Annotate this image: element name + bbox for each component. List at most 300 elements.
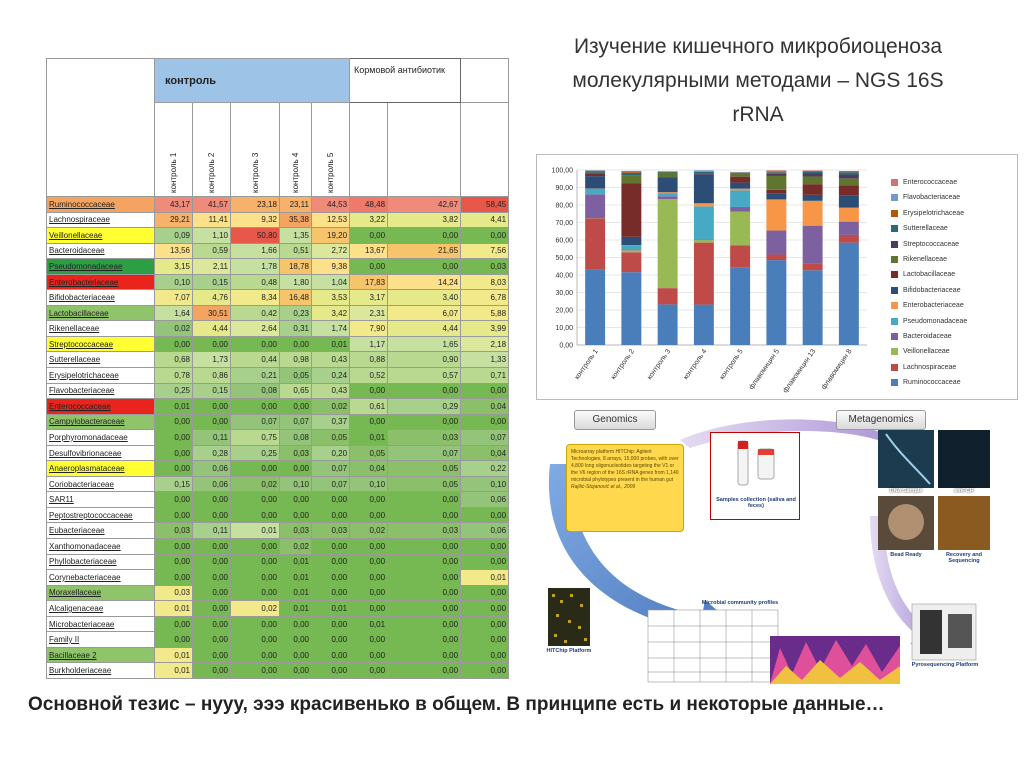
legend-swatch xyxy=(891,179,898,186)
value-cell: 0,00 xyxy=(350,492,388,508)
taxon-name-cell: Burkholderiaceae xyxy=(47,663,155,679)
bar-segment xyxy=(839,175,859,179)
value-cell: 0,00 xyxy=(461,554,509,570)
value-cell: 0,00 xyxy=(193,336,231,352)
col-header-empty-6 xyxy=(350,103,388,197)
bar-segment xyxy=(803,184,823,195)
value-cell: 0,00 xyxy=(193,570,231,586)
taxon-name-cell: Campylobacteraceae xyxy=(47,414,155,430)
value-cell: 0,00 xyxy=(231,616,280,632)
value-cell: 0,00 xyxy=(231,632,280,648)
value-cell: 0,00 xyxy=(461,616,509,632)
value-cell: 2,18 xyxy=(461,336,509,352)
value-cell: 0,01 xyxy=(155,601,193,617)
bar-segment xyxy=(730,189,750,191)
bar-segment xyxy=(658,178,678,193)
value-cell: 1,33 xyxy=(461,352,509,368)
value-cell: 0,65 xyxy=(280,383,312,399)
value-cell: 50,80 xyxy=(231,228,280,244)
taxon-name-cell: Lachnospiraceae xyxy=(47,212,155,228)
value-cell: 19,20 xyxy=(312,228,350,244)
value-cell: 0,15 xyxy=(193,383,231,399)
value-cell: 0,00 xyxy=(155,616,193,632)
value-cell: 3,15 xyxy=(155,259,193,275)
value-cell: 0,00 xyxy=(312,554,350,570)
bar-segment xyxy=(730,174,750,177)
value-cell: 7,07 xyxy=(155,290,193,306)
value-cell: 0,15 xyxy=(155,476,193,492)
value-cell: 0,00 xyxy=(231,647,280,663)
value-cell: 0,00 xyxy=(350,539,388,555)
col-header-control-5: контроль 5 xyxy=(312,103,350,197)
value-cell: 0,00 xyxy=(350,507,388,523)
value-cell: 0,00 xyxy=(461,539,509,555)
value-cell: 0,01 xyxy=(231,523,280,539)
value-cell: 0,00 xyxy=(350,601,388,617)
legend-label: Enterococcaceae xyxy=(903,179,958,186)
value-cell: 0,00 xyxy=(280,647,312,663)
legend-item xyxy=(889,267,1017,282)
value-cell: 0,02 xyxy=(312,399,350,415)
sequencer-unit xyxy=(920,610,942,654)
value-cell: 0,98 xyxy=(280,352,312,368)
value-cell: 0,03 xyxy=(388,523,461,539)
value-cell: 0,00 xyxy=(193,554,231,570)
value-cell: 0,07 xyxy=(312,476,350,492)
value-cell: 0,10 xyxy=(461,476,509,492)
bar-segment xyxy=(658,172,678,173)
value-cell: 12,53 xyxy=(312,212,350,228)
value-cell: 0,00 xyxy=(388,383,461,399)
taxon-name-cell: Veillonellaceae xyxy=(47,228,155,244)
value-cell: 0,09 xyxy=(155,228,193,244)
value-cell: 0,00 xyxy=(312,570,350,586)
value-cell: 0,00 xyxy=(388,647,461,663)
value-cell: 0,22 xyxy=(461,461,509,477)
value-cell: 11,41 xyxy=(193,212,231,228)
bar-segment xyxy=(839,171,859,172)
bar-segment xyxy=(694,239,714,240)
bar-segment xyxy=(585,189,605,195)
table-row xyxy=(47,647,509,663)
col-header-control-2: контроль 2 xyxy=(193,103,231,197)
bar-segment xyxy=(585,218,605,269)
taxon-name-cell: Bacteroidaceae xyxy=(47,243,155,259)
sequencer-monitor xyxy=(948,614,972,648)
col-header-empty-8 xyxy=(461,103,509,197)
table-row xyxy=(47,492,509,508)
value-cell: 0,01 xyxy=(280,554,312,570)
y-tick-label: 20,00 xyxy=(555,307,573,315)
value-cell: 0,10 xyxy=(350,476,388,492)
genomics-tab: Genomics xyxy=(574,410,656,430)
profiles-grid xyxy=(648,610,778,682)
legend-label: Sutterellaceae xyxy=(903,225,948,233)
y-tick-label: 90,00 xyxy=(555,185,573,192)
value-cell: 0,00 xyxy=(461,647,509,663)
hitchip-label: HITChip Platform xyxy=(546,648,592,654)
table-row xyxy=(47,197,509,213)
value-cell: 0,00 xyxy=(193,585,231,601)
value-cell: 0,05 xyxy=(312,430,350,446)
table-row xyxy=(47,321,509,337)
value-cell: 0,42 xyxy=(231,305,280,321)
bar-segment xyxy=(730,267,750,345)
value-cell: 0,59 xyxy=(193,243,231,259)
value-cell: 0,00 xyxy=(312,632,350,648)
value-cell: 0,10 xyxy=(155,274,193,290)
table-row xyxy=(47,399,509,415)
bar-segment xyxy=(803,170,823,171)
value-cell: 0,25 xyxy=(231,445,280,461)
value-cell: 0,00 xyxy=(231,507,280,523)
value-cell: 0,00 xyxy=(280,616,312,632)
legend-swatch xyxy=(891,256,898,263)
taxon-name-cell: Coriobacteriaceae xyxy=(47,476,155,492)
value-cell: 1,10 xyxy=(193,228,231,244)
value-cell: 8,34 xyxy=(231,290,280,306)
x-tick-label: контроль 1 xyxy=(573,348,600,382)
legend-label: Bacteroidaceae xyxy=(903,332,952,340)
value-cell: 0,90 xyxy=(388,352,461,368)
value-cell: 0,00 xyxy=(193,539,231,555)
taxon-name-cell: Xanthomonadaceae xyxy=(47,539,155,555)
value-cell: 0,04 xyxy=(461,399,509,415)
value-cell: 3,53 xyxy=(312,290,350,306)
value-cell: 0,00 xyxy=(193,399,231,415)
bar-segment xyxy=(585,172,605,173)
value-cell: 30,51 xyxy=(193,305,231,321)
bar-segment xyxy=(621,183,641,236)
value-cell: 0,00 xyxy=(193,414,231,430)
recovery-image xyxy=(938,496,990,550)
value-cell: 1,80 xyxy=(280,274,312,290)
value-cell: 3,82 xyxy=(388,212,461,228)
value-cell: 0,06 xyxy=(193,476,231,492)
bar-segment xyxy=(839,185,859,195)
value-cell: 0,00 xyxy=(155,570,193,586)
value-cell: 0,03 xyxy=(312,523,350,539)
value-cell: 0,00 xyxy=(193,601,231,617)
value-cell: 0,00 xyxy=(350,383,388,399)
legend-label: Lactobacillaceae xyxy=(903,271,956,279)
legend-label: Flavobacteriaceae xyxy=(903,194,961,202)
pyro-label: Pyrosequencing Platform xyxy=(911,662,979,668)
value-cell: 0,11 xyxy=(193,523,231,539)
bar-segment xyxy=(658,193,678,196)
legend-label: Veillonellaceae xyxy=(903,348,950,356)
value-cell: 0,04 xyxy=(350,461,388,477)
value-cell: 0,75 xyxy=(231,430,280,446)
bar-segment xyxy=(730,172,750,173)
bar-segment xyxy=(621,237,641,245)
bar-segment xyxy=(694,203,714,206)
value-cell: 0,44 xyxy=(231,352,280,368)
value-cell: 0,00 xyxy=(231,336,280,352)
bar-segment xyxy=(694,172,714,174)
value-cell: 3,42 xyxy=(312,305,350,321)
value-cell: 0,00 xyxy=(193,492,231,508)
table-row xyxy=(47,539,509,555)
value-cell: 0,00 xyxy=(155,492,193,508)
value-cell: 0,00 xyxy=(350,414,388,430)
value-cell: 0,00 xyxy=(350,570,388,586)
value-cell: 43,17 xyxy=(155,197,193,213)
value-cell: 0,28 xyxy=(193,445,231,461)
bar-segment xyxy=(839,196,859,208)
bar-segment xyxy=(694,170,714,171)
samples-caption: Samples collection (saliva and feces) xyxy=(716,497,796,509)
value-cell: 0,15 xyxy=(193,274,231,290)
bar-segment xyxy=(839,208,859,222)
value-cell: 0,00 xyxy=(155,554,193,570)
empcr-image xyxy=(938,430,990,488)
table-row xyxy=(47,461,509,477)
genomics-metagenomics-diagram xyxy=(540,404,1024,686)
value-cell: 1,17 xyxy=(350,336,388,352)
value-cell: 4,44 xyxy=(193,321,231,337)
value-cell: 1,65 xyxy=(388,336,461,352)
bar-segment xyxy=(766,260,786,345)
value-cell: 0,00 xyxy=(350,585,388,601)
bar-segment xyxy=(621,272,641,345)
bar-segment xyxy=(730,245,750,267)
profiles-label: Microbial community profiles xyxy=(701,600,779,606)
legend-swatch xyxy=(891,194,898,201)
x-tick-label: флавомицин 5 xyxy=(748,348,782,392)
value-cell: 0,08 xyxy=(280,430,312,446)
value-cell: 1,73 xyxy=(193,352,231,368)
bar-segment xyxy=(621,173,641,176)
value-cell: 0,00 xyxy=(231,570,280,586)
bar-segment xyxy=(585,170,605,171)
value-cell: 0,00 xyxy=(350,663,388,679)
table-row xyxy=(47,228,509,244)
value-cell: 0,00 xyxy=(231,492,280,508)
value-cell: 0,01 xyxy=(312,336,350,352)
value-cell: 0,00 xyxy=(461,663,509,679)
value-cell: 3,99 xyxy=(461,321,509,337)
value-cell: 2,31 xyxy=(350,305,388,321)
bar-segment xyxy=(766,255,786,261)
value-cell: 23,18 xyxy=(231,197,280,213)
value-cell: 0,00 xyxy=(388,507,461,523)
value-cell: 0,00 xyxy=(280,663,312,679)
bar-segment xyxy=(766,174,786,176)
value-cell: 41,57 xyxy=(193,197,231,213)
value-cell: 0,00 xyxy=(388,570,461,586)
value-cell: 0,61 xyxy=(350,399,388,415)
value-cell: 0,00 xyxy=(312,616,350,632)
taxon-name-cell: Family II xyxy=(47,632,155,648)
value-cell: 0,01 xyxy=(155,399,193,415)
table-row xyxy=(47,632,509,648)
value-cell: 8,03 xyxy=(461,274,509,290)
stacked-bar-chart xyxy=(536,154,1018,400)
bead-ready-label: Bead Ready xyxy=(890,552,922,558)
y-tick-label: 50,00 xyxy=(555,255,573,262)
table-row xyxy=(47,212,509,228)
y-tick-label: 60,00 xyxy=(555,237,573,245)
legend-swatch xyxy=(891,348,898,355)
bar-segment xyxy=(766,190,786,194)
value-cell: 0,01 xyxy=(350,616,388,632)
table-row xyxy=(47,290,509,306)
bar-segment xyxy=(658,199,678,288)
table-row xyxy=(47,523,509,539)
bar-segment xyxy=(803,264,823,271)
bar-segment xyxy=(621,171,641,173)
taxon-name-cell: Pseudomonadaceae xyxy=(47,259,155,275)
legend-swatch xyxy=(891,364,898,371)
table-row xyxy=(47,601,509,617)
legend-item xyxy=(889,360,1017,375)
value-cell: 0,04 xyxy=(461,445,509,461)
bar-segment xyxy=(803,174,823,177)
value-cell: 0,01 xyxy=(280,570,312,586)
value-cell: 1,74 xyxy=(312,321,350,337)
taxon-name-cell: Bacillaceae 2 xyxy=(47,647,155,663)
taxon-name-cell: Enterobacteriaceae xyxy=(47,274,155,290)
bar-segment xyxy=(766,194,786,200)
x-tick-label: флавомицин 8 xyxy=(820,348,854,392)
value-cell: 0,00 xyxy=(193,507,231,523)
value-cell: 0,07 xyxy=(461,430,509,446)
value-cell: 0,02 xyxy=(231,601,280,617)
col-header-control-1: контроль 1 xyxy=(155,103,193,197)
legend-swatch xyxy=(891,225,898,232)
col-header-control-3: контроль 3 xyxy=(231,103,280,197)
table-row xyxy=(47,663,509,679)
value-cell: 44,53 xyxy=(312,197,350,213)
value-cell: 0,52 xyxy=(350,368,388,384)
value-cell: 0,00 xyxy=(280,507,312,523)
value-cell: 1,64 xyxy=(155,305,193,321)
antibiotic-group-header: Кормовой антибиотик xyxy=(350,59,461,103)
value-cell: 0,00 xyxy=(388,539,461,555)
value-cell: 0,00 xyxy=(231,554,280,570)
value-cell: 5,88 xyxy=(461,305,509,321)
abundance-table xyxy=(46,58,509,679)
value-cell: 0,00 xyxy=(312,663,350,679)
legend-swatch xyxy=(891,271,898,278)
value-cell: 23,11 xyxy=(280,197,312,213)
bar-segment xyxy=(658,196,678,199)
legend-item xyxy=(889,221,1017,236)
value-cell: 0,02 xyxy=(155,321,193,337)
bar-segment xyxy=(803,176,823,184)
value-cell: 0,00 xyxy=(193,647,231,663)
table-row xyxy=(47,352,509,368)
taxon-name-cell: Moraxellaceae xyxy=(47,585,155,601)
value-cell: 0,00 xyxy=(280,461,312,477)
value-cell: 0,00 xyxy=(461,632,509,648)
value-cell: 0,24 xyxy=(312,368,350,384)
value-cell: 2,72 xyxy=(312,243,350,259)
value-cell: 0,01 xyxy=(461,570,509,586)
value-cell: 0,07 xyxy=(388,445,461,461)
bar-segment xyxy=(658,288,678,304)
bar-segment xyxy=(730,207,750,212)
value-cell: 0,00 xyxy=(231,539,280,555)
bar-segment xyxy=(730,212,750,246)
samples-box xyxy=(710,432,800,520)
value-cell: 0,06 xyxy=(461,523,509,539)
corner-cell xyxy=(47,59,155,197)
value-cell: 0,03 xyxy=(461,259,509,275)
table-row xyxy=(47,305,509,321)
taxon-name-cell: Flavobacteriaceae xyxy=(47,383,155,399)
value-cell: 0,86 xyxy=(193,368,231,384)
value-cell: 4,41 xyxy=(461,212,509,228)
value-cell: 0,21 xyxy=(231,368,280,384)
metagenomics-tab: Metagenomics xyxy=(836,410,926,430)
value-cell: 4,76 xyxy=(193,290,231,306)
legend-label: Enterobacteriaceae xyxy=(903,302,964,310)
bar-segment xyxy=(694,305,714,345)
value-cell: 0,05 xyxy=(350,445,388,461)
value-cell: 0,00 xyxy=(231,461,280,477)
slide-title: Изучение кишечного микробиоценоза молекулярными методами – NGS 16S rRNA xyxy=(572,35,944,126)
taxon-name-cell: Sutterellaceae xyxy=(47,352,155,368)
value-cell: 0,00 xyxy=(388,259,461,275)
taxon-name-cell: Peptostreptococcaceae xyxy=(47,507,155,523)
legend-item xyxy=(889,283,1017,298)
legend-label: Lachnospiraceae xyxy=(903,363,957,371)
bar-segment xyxy=(803,171,823,172)
legend-swatch xyxy=(891,287,898,294)
taxon-name-cell: SAR11 xyxy=(47,492,155,508)
legend-label: Bifidobacteriaceae xyxy=(903,286,961,294)
bar-segment xyxy=(621,252,641,272)
y-tick-label: 30,00 xyxy=(555,290,573,297)
bar-segment xyxy=(621,249,641,250)
value-cell: 0,00 xyxy=(312,507,350,523)
value-cell: 0,00 xyxy=(155,507,193,523)
table-row xyxy=(47,336,509,352)
legend-swatch xyxy=(891,210,898,217)
table-row xyxy=(47,259,509,275)
value-cell: 0,00 xyxy=(231,399,280,415)
value-cell: 0,01 xyxy=(155,663,193,679)
value-cell: 0,01 xyxy=(280,585,312,601)
chart-legend xyxy=(889,175,1017,390)
value-cell: 0,01 xyxy=(280,601,312,617)
x-tick-label: контроль 4 xyxy=(682,348,709,382)
value-cell: 0,00 xyxy=(388,663,461,679)
value-cell: 0,00 xyxy=(388,632,461,648)
value-cell: 0,00 xyxy=(388,585,461,601)
value-cell: 16,48 xyxy=(280,290,312,306)
y-tick-label: 10,00 xyxy=(555,325,573,332)
value-cell: 9,32 xyxy=(231,212,280,228)
value-cell: 58,45 xyxy=(461,197,509,213)
value-cell: 0,25 xyxy=(155,383,193,399)
value-cell: 9,38 xyxy=(312,259,350,275)
table-row xyxy=(47,414,509,430)
value-cell: 0,00 xyxy=(350,554,388,570)
taxon-name-cell: Streptococcaceae xyxy=(47,336,155,352)
value-cell: 0,88 xyxy=(350,352,388,368)
value-cell: 0,03 xyxy=(155,585,193,601)
bar-segment xyxy=(803,201,823,226)
bar-segment xyxy=(803,226,823,264)
empty-header-cell xyxy=(461,59,509,103)
bead xyxy=(888,504,924,540)
x-tick-label: контроль 2 xyxy=(610,348,637,382)
bar-segment xyxy=(766,199,786,230)
table-row xyxy=(47,554,509,570)
